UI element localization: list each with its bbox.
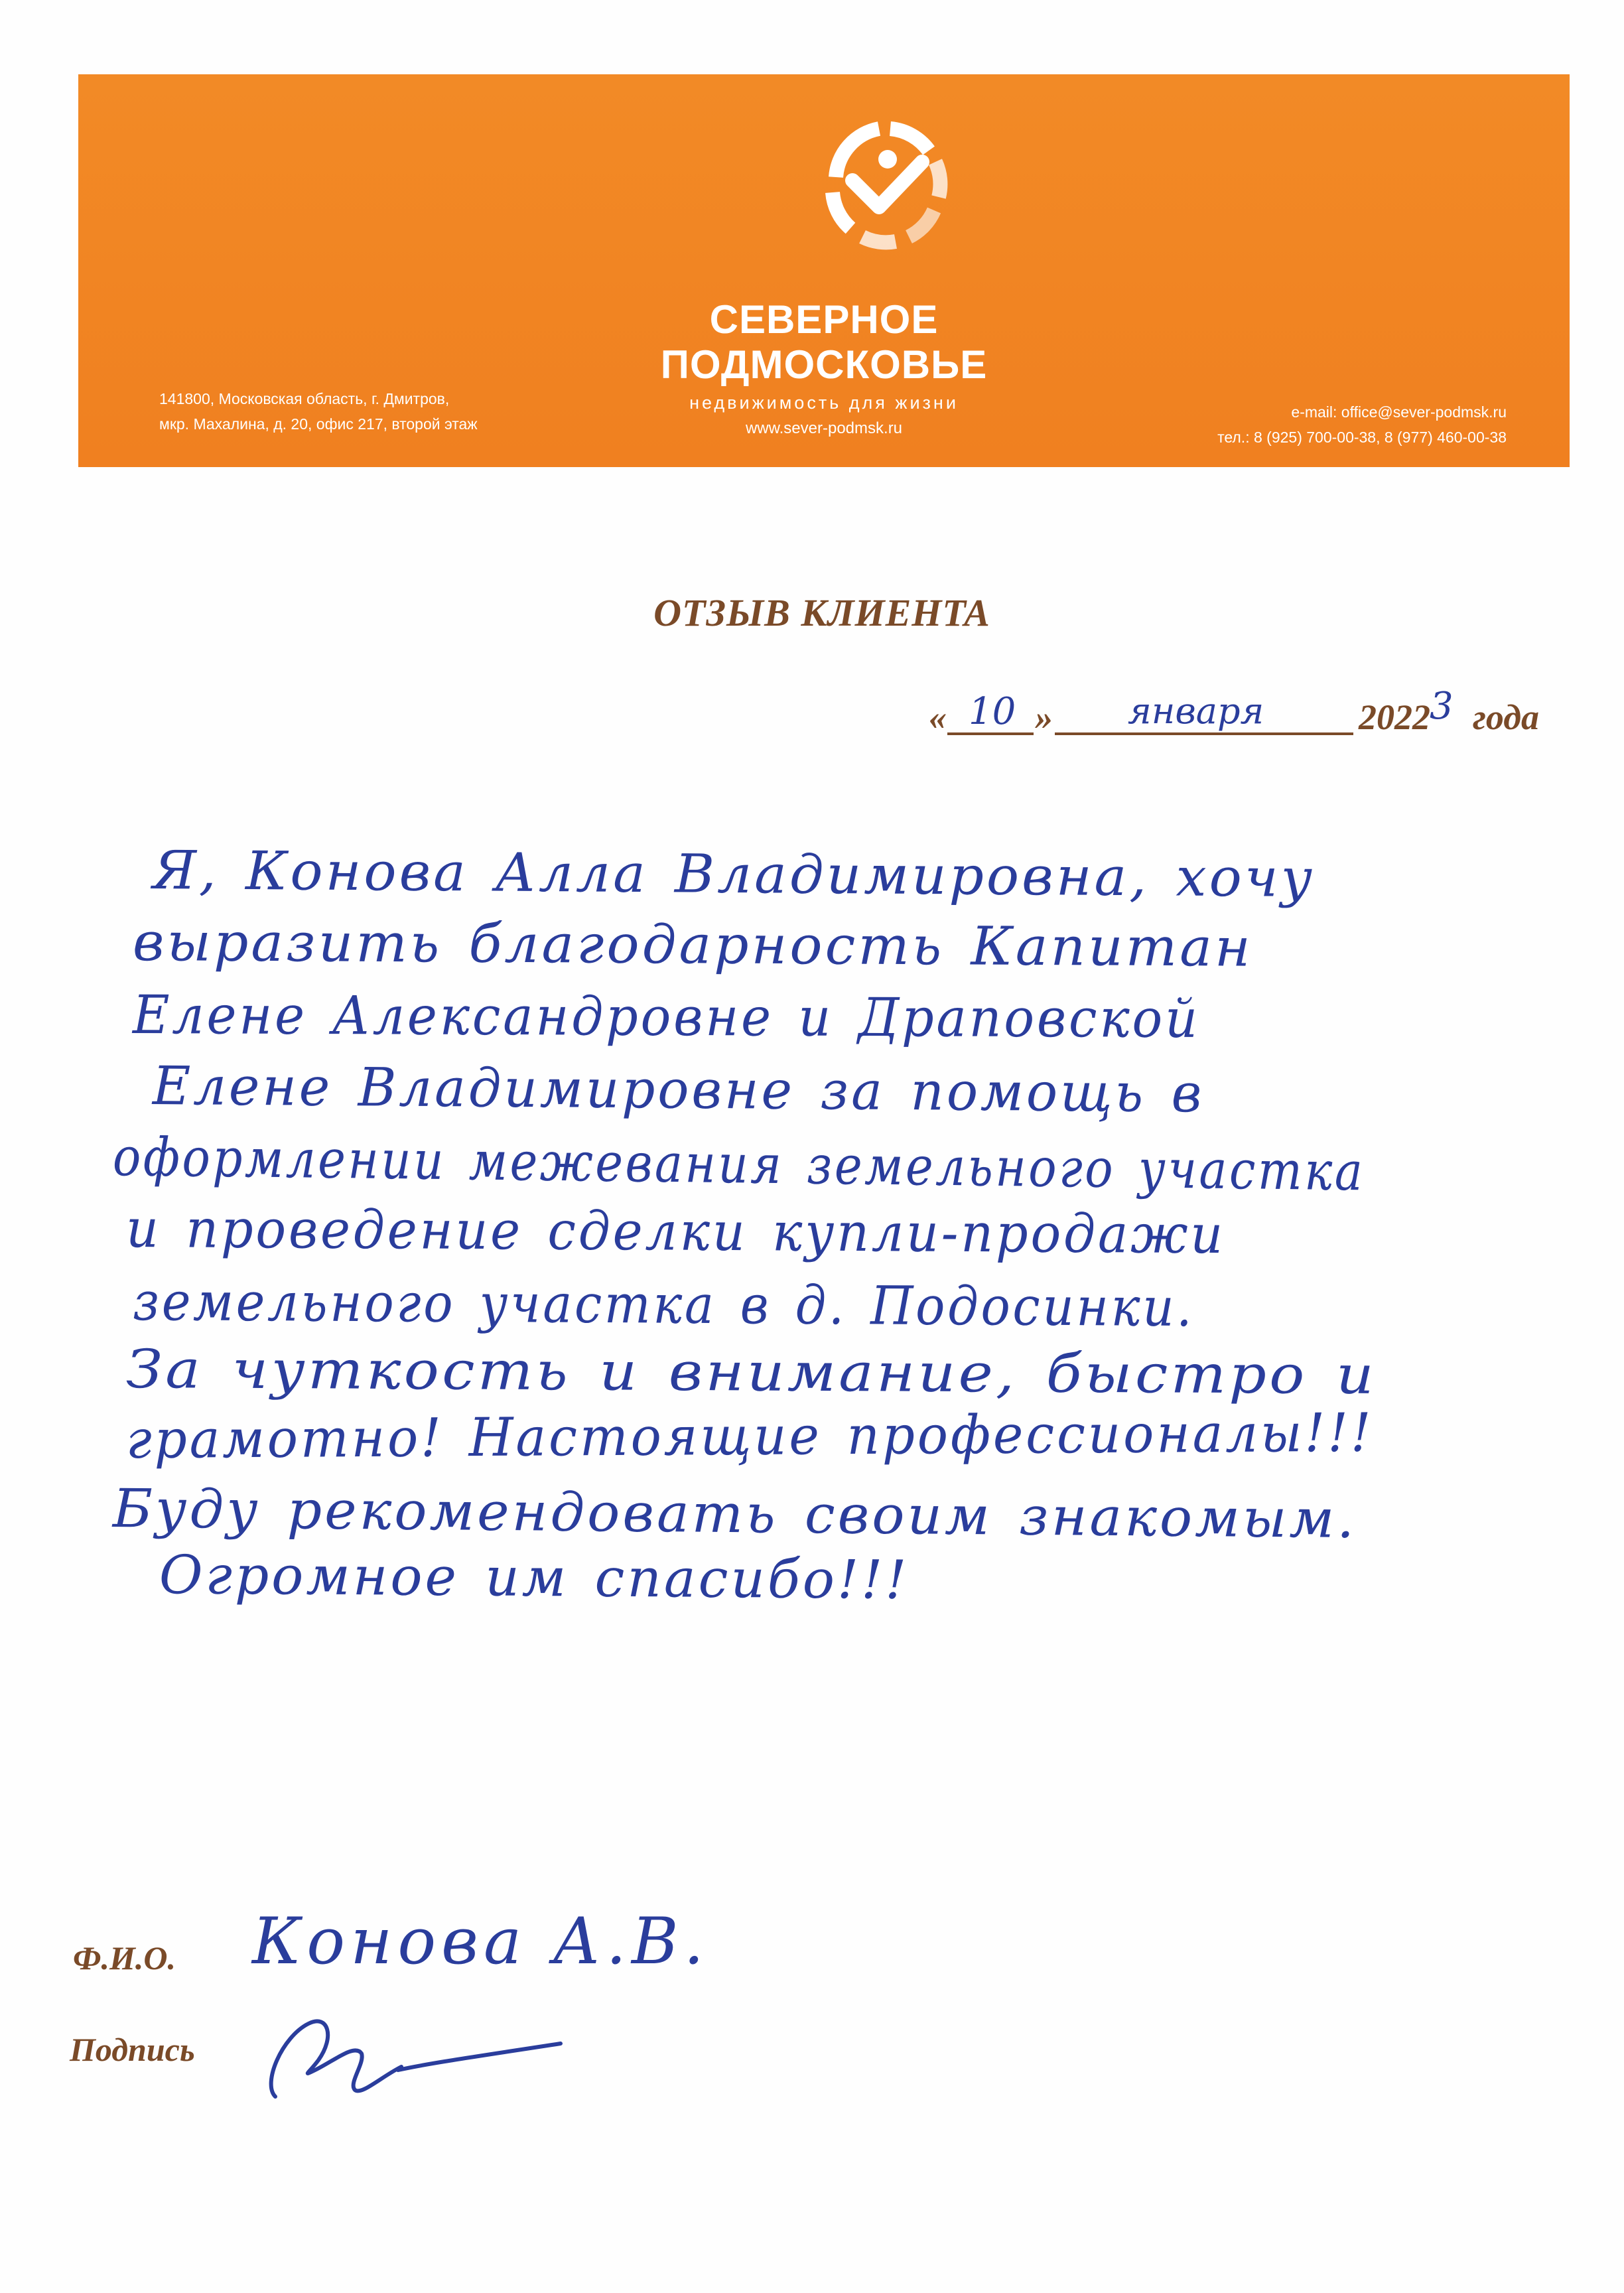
letterhead-banner — [78, 74, 1570, 467]
address-line2: мкр. Махалина, д. 20, офис 217, второй этаж — [159, 415, 478, 433]
review-date — [929, 685, 1559, 743]
review-line: Елене Владимировне за помощь в — [152, 1055, 1205, 1125]
company-logo-icon — [816, 114, 955, 267]
fio-handwritten: Конова А.В. — [252, 1904, 710, 1979]
review-line: земельного участка в д. Подосинки. — [132, 1271, 1195, 1339]
review-line: грамотно! Настоящие профессионалы!!! — [125, 1401, 1374, 1470]
form-title: ОТЗЫВ КЛИЕНТА — [653, 591, 990, 634]
company-email: e-mail: office@sever-podmsk.ru — [1291, 403, 1507, 421]
review-line: и проведение сделки купли-продажи — [125, 1198, 1226, 1266]
date-day-handwritten: 10 — [969, 690, 1016, 733]
date-year: 2022 — [1359, 697, 1430, 737]
company-name-line2: ПОДМОСКОВЬЕ — [660, 342, 988, 387]
company-phones: тел.: 8 (925) 700-00-38, 8 (977) 460-00-38 — [1217, 429, 1507, 446]
company-name-line1: СЕВЕРНОЕ — [709, 297, 939, 342]
date-open-quote: « — [929, 697, 947, 737]
review-line: Я, Конова Алла Владимировна, хочу — [152, 839, 1316, 909]
handwritten-signature — [255, 1997, 587, 2117]
review-line: Буду рекомендовать своим знакомым. — [112, 1478, 1357, 1551]
date-month-handwritten: января — [1128, 690, 1264, 732]
company-address — [159, 386, 478, 437]
review-line: Огромное им спасибо!!! — [159, 1544, 910, 1611]
review-line: За чуткость и внимание, быстро и — [125, 1338, 1377, 1406]
date-month-underline — [1055, 732, 1353, 735]
review-line: выразить благодарность Капитан — [132, 911, 1254, 979]
review-line: оформлении межевания земельного участка — [112, 1126, 1365, 1203]
review-line: Елене Александровне и Драповской — [132, 984, 1200, 1050]
company-tagline: недвижимость для жизни — [689, 393, 959, 413]
date-suffix: года — [1473, 697, 1540, 737]
date-year-correction: 3 — [1430, 685, 1454, 728]
date-close-quote: » — [1035, 697, 1053, 737]
signature-label: Подпись — [70, 2031, 195, 2068]
fio-label: Ф.И.О. — [73, 1939, 176, 1977]
company-website: www.sever-podmsk.ru — [745, 419, 903, 437]
company-contacts — [1217, 399, 1507, 450]
review-text — [113, 839, 1592, 1635]
address-line1: 141800, Московская область, г. Дмитров, — [159, 390, 450, 407]
